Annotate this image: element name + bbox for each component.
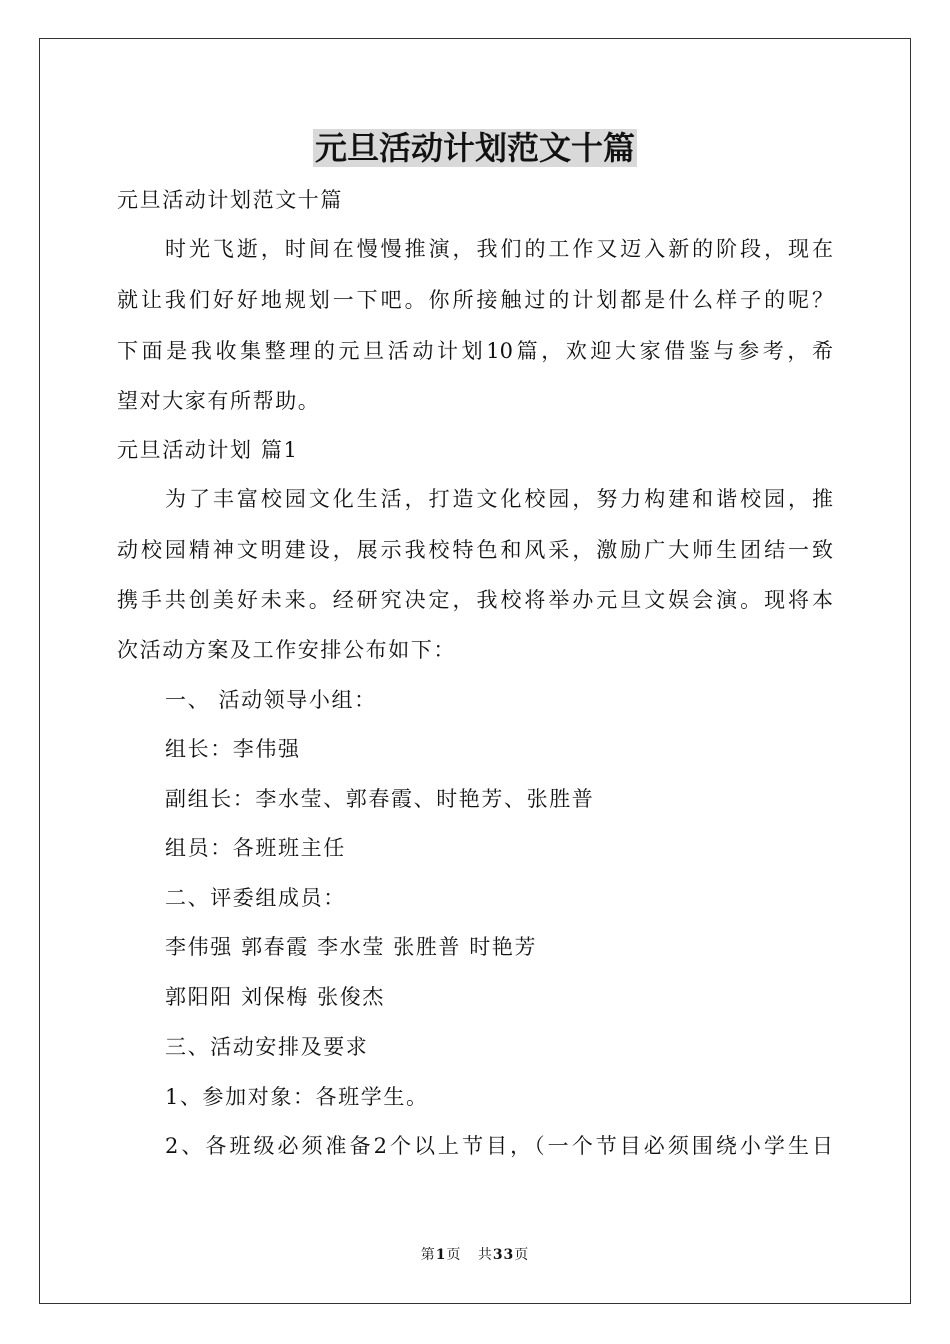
list-item: 组员：各班班主任	[165, 836, 346, 860]
list-item: 2、各班级必须准备2个以上节目，（一个节目必须围绕小学生日	[165, 1134, 833, 1158]
list-item: 1、参加对象：各班学生。	[165, 1085, 429, 1109]
list-heading: 一、 活动领导小组：	[165, 688, 377, 712]
paragraph-line: 就让我们好好地规划一下吧。你所接触过的计划都是什么样子的呢？	[117, 288, 833, 312]
list-item: 郭阳阳 刘保梅 张俊杰	[165, 985, 385, 1009]
paragraph-line: 次活动方案及工作安排公布如下：	[117, 638, 456, 662]
page-footer	[0, 1246, 950, 1264]
list-item: 李伟强 郭春霞 李水莹 张胜普 时艳芳	[165, 935, 538, 959]
list-heading: 三、活动安排及要求	[165, 1035, 369, 1059]
list-item: 组长：李伟强	[165, 737, 301, 761]
paragraph-line: 时光飞逝，时间在慢慢推演，我们的工作又迈入新的阶段，现在	[165, 237, 833, 261]
document-title	[0, 126, 950, 170]
footer-total-suffix: 页	[514, 1247, 530, 1263]
list-item: 副组长：李水莹、郭春霞、时艳芳、张胜普	[165, 787, 595, 811]
footer-page-number: 1	[435, 1247, 447, 1263]
paragraph-line: 为了丰富校园文化生活，打造文化校园，努力构建和谐校园，推	[165, 487, 833, 511]
list-heading: 二、评委组成员：	[165, 886, 346, 910]
paragraph-line: 动校园精神文明建设，展示我校特色和风采，激励广大师生团结一致	[117, 538, 833, 562]
paragraph-line: 携手共创美好未来。经研究决定，我校将举办元旦文娱会演。现将本	[117, 588, 833, 612]
page-border	[39, 38, 911, 1304]
paragraph-line: 望对大家有所帮助。	[117, 389, 321, 413]
document-title-text: 元旦活动计划范文十篇	[314, 129, 635, 167]
footer-total-prefix: 共	[477, 1247, 493, 1263]
footer-page-prefix: 第	[420, 1247, 436, 1263]
section-heading: 元旦活动计划 篇1	[117, 438, 299, 462]
subtitle-line: 元旦活动计划范文十篇	[117, 188, 343, 212]
paragraph-line: 下面是我收集整理的元旦活动计划10篇，欢迎大家借鉴与参考，希	[117, 339, 833, 363]
footer-page-suffix: 页	[446, 1247, 462, 1263]
footer-total-pages: 33	[492, 1247, 515, 1263]
